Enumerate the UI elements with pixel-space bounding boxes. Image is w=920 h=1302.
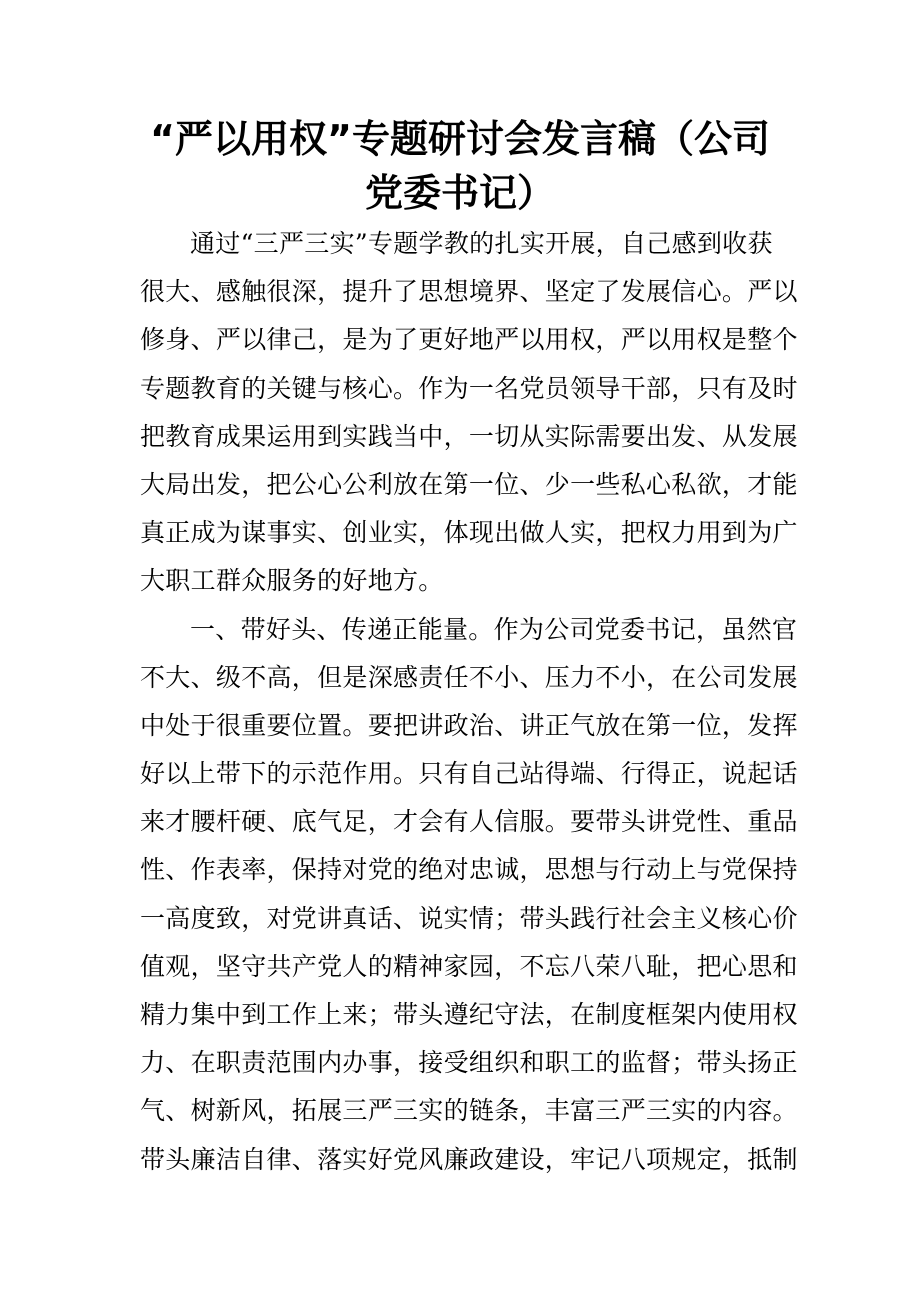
paragraph-1-line: 很大、感触很深，提升了思想境界、坚定了发展信心。严以	[140, 277, 798, 307]
title-line-2: 党委书记）	[364, 171, 555, 215]
paragraph-1-line: 把教育成果运用到实践当中，一切从实际需要出发、从发展	[140, 421, 798, 451]
paragraph-1-line: 大局出发，把公心公利放在第一位、少一些私心私欲，才能	[140, 469, 798, 499]
paragraph-2-line: 性、作表率，保持对党的绝对忠诚，思想与行动上与党保持	[140, 855, 798, 885]
paragraph-2-line: 一高度致，对党讲真话、说实情；带头践行社会主义核心价	[140, 903, 798, 933]
paragraph-1-line: 真正成为谋事实、创业实，体现出做人实，把权力用到为广	[140, 518, 798, 548]
title-line-1: “严以用权”专题研讨会发言稿（公司	[150, 117, 770, 161]
paragraph-2-line: 好以上带下的示范作用。只有自己站得端、行得正，说起话	[140, 759, 798, 789]
paragraph-2-line: 带头廉洁自律、落实好党风廉政建设，牢记八项规定，抵制	[140, 1144, 798, 1174]
paragraph-2-line: 一、带好头、传递正能量。作为公司党委书记，虽然官	[190, 614, 798, 644]
paragraph-1-line: 专题教育的关键与核心。作为一名党员领导干部，只有及时	[140, 373, 798, 403]
paragraph-2-line: 气、树新风，拓展三严三实的链条，丰富三严三实的内容。	[140, 1096, 798, 1126]
paragraph-2-line: 精力集中到工作上来；带头遵纪守法，在制度框架内使用权	[140, 1000, 798, 1029]
document-body	[140, 220, 800, 1184]
paragraph-2-line: 来才腰杆硬、底气足，才会有人信服。要带头讲党性、重品	[140, 807, 798, 837]
paragraph-2-line: 中处于很重要位置。要把讲政治、讲正气放在第一位，发挥	[140, 710, 798, 740]
paragraph-1-line: 通过“三严三实”专题学教的扎实开展，自己感到收获	[190, 229, 773, 258]
paragraph-2-line: 不大、级不高，但是深感责任不小、压力不小，在公司发展	[140, 662, 798, 692]
paragraph-2-line: 值观，坚守共产党人的精神家园，不忘八荣八耻，把心思和	[140, 951, 798, 981]
document-title	[140, 112, 780, 220]
paragraph-1-line: 修身、严以律己，是为了更好地严以用权，严以用权是整个	[140, 325, 798, 355]
paragraph-2-line: 力、在职责范围内办事，接受组织和职工的监督；带头扬正	[140, 1048, 798, 1078]
paragraph-1-line: 大职工群众服务的好地方。	[140, 566, 444, 596]
